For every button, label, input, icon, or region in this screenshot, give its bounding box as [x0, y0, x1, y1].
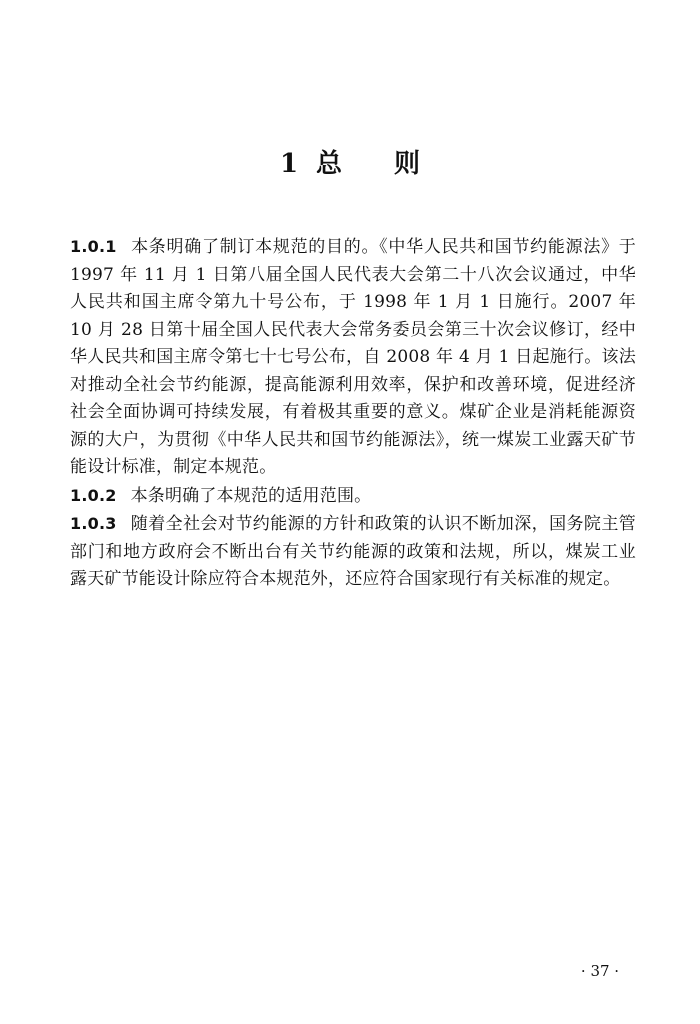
clause-1-0-1 — [70, 233, 636, 482]
chapter-title — [0, 143, 700, 180]
clause-number: 1.0.1 — [70, 237, 117, 256]
clause-paragraph — [70, 482, 636, 511]
clause-number: 1.0.2 — [70, 485, 117, 505]
chapter-number: 1 — [279, 149, 299, 179]
clause-list — [70, 233, 636, 594]
clause-text: 本条明确了制订本规范的目的。《中华人民共和国节约能源法》于 1997 年 11 月 1 日第八届全国人民代表大会第二十八次会议通过，中华人民共和国主席令第九十号公布，于 1998 年 1 月 1 日施行。2007 年 10 月 28 日第十届全国人民代表大会常务委员会第三十次会议修订，经中华人民共和国主席令第七十七号公布，自 2008 年 4 月 1 日起施行。该法对推动全社会节约能源，提高能源利用效率，保护和改善环境，促进经济社会全面协调可持续发展，有着极其重要的意义。煤矿企业是消耗能源资源的大户，为贯彻《中华人民共和国节约能源法》，统一煤炭工业露天矿节能设计标准，制定本规范。 — [70, 237, 636, 477]
clause-1-0-3 — [70, 510, 636, 594]
chapter-title-char-2: 则 — [394, 149, 421, 179]
page-number: · 37 · — [580, 962, 620, 980]
clause-number: 1.0.3 — [70, 514, 117, 533]
chapter-title-char-1: 总 — [316, 149, 343, 179]
clause-1-0-2 — [70, 482, 636, 511]
clause-text: 随着全社会对节约能源的方针和政策的认识不断加深，国务院主管部门和地方政府会不断出台有关节约能源的政策和法规，所以，煤炭工业露天矿节能设计除应符合本规范外，还应符合国家现行有关标准的规定。 — [70, 514, 636, 589]
clause-paragraph — [70, 510, 636, 594]
clause-text: 本条明确了本规范的适用范围。 — [130, 485, 372, 506]
clause-paragraph — [70, 233, 636, 482]
